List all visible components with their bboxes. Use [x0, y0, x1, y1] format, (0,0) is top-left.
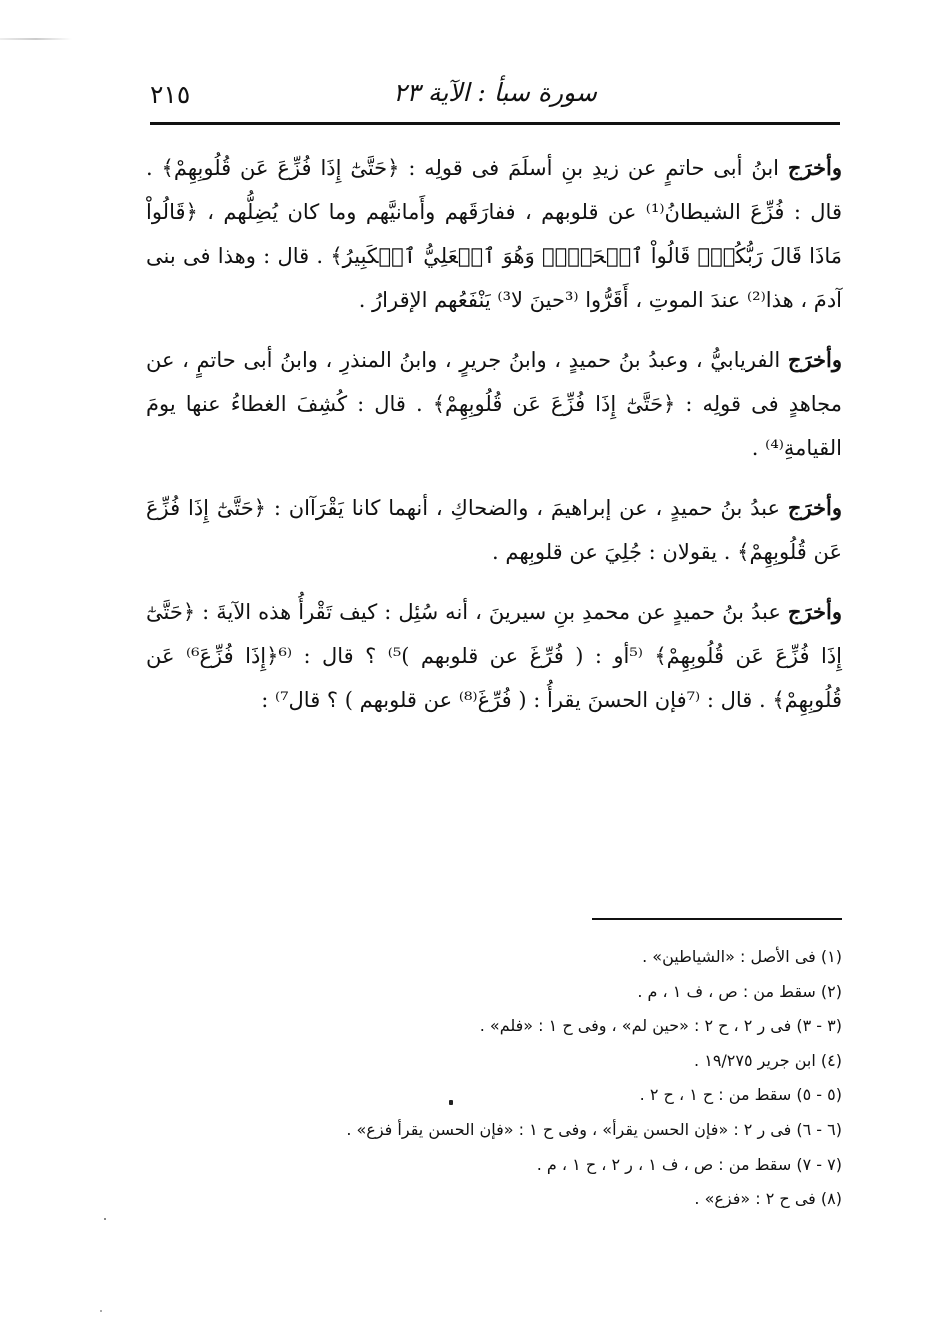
footnotes: [146, 940, 842, 1217]
footnote: (٣ - ٣) فى ر ٢ ، ح ٢ : «حين لم» ، وفى ح ١ : «فلم» .: [479, 1016, 842, 1036]
paragraph: [146, 590, 842, 722]
header-title: سورة سبأ : الآية ٢٣: [393, 78, 597, 107]
page-number: ٢١٥: [150, 80, 191, 109]
footnote: (١) فى الأصل : «الشياطين» .: [642, 947, 842, 966]
scan-artifact: [100, 1310, 102, 1312]
paragraph-text: ابنُ أبى حاتمٍ عن زيدِ بنِ أسلَمَ فى قولِه : ﴿حَتَّىٰٓ إِذَا فُزِّعَ عَن قُلُوبِهِمْ﴾ . قال : فُزِّعَ الشيطانُ⁽¹⁾ عن قلوبهم ، ففارَقَهم وأَمانيَّهم وما كان يُضِلُّهم ، ﴿قَالُواْ مَاذَا قَالَ رَبُّكُمْۖ قَالُواْ ٱلۡحَقَّۖ وَهُوَ ٱلۡعَلِيُّ ٱلۡكَبِيرُ﴾ . قال : وهذا فى بنى آدمَ ، هذا⁽²⁾ عندَ الموتِ ، أَقَرُّوا ⁽³حينَ لا³⁾ يَنْفَعُهم الإقرارُ .: [146, 156, 842, 312]
footnote: (٨) فى ح ٢ : «فزع» .: [694, 1189, 842, 1209]
paragraph-lead: وأخرَج: [787, 155, 842, 180]
footnote-separator: [592, 918, 842, 920]
paragraph: [146, 338, 842, 470]
footnote: (٦ - ٦) فى ر ٢ : «فإن الحسن يقرأ» ، وفى ح ١ : «فإن الحسن يقرأ فزع» .: [346, 1119, 842, 1139]
scan-artifact: [0, 38, 72, 40]
header-rule: [150, 122, 840, 125]
paragraph-lead: وأخرَج: [787, 347, 842, 372]
paragraph: [146, 486, 842, 574]
paragraph-text: عبدُ بنُ حميدٍ عن محمدِ بنِ سيرينَ ، أنه سُئِل : كيف تَقْرأُ هذه الآيةَ : ﴿حَتَّىٰٓ إِذَا فُزِّعَ عَن قُلُوبِهِمْ﴾ ⁽⁵أو : ( فُرِّغَ عن قلوبهم )⁵⁾ ؟ قال : ⁽⁶﴿إِذَا فُزِّعَ⁶⁾ عَن قُلُوبِهِمْ﴾ . قال : ⁽⁷فإن الحسنَ يقرأُ : ( فُرِّغَ⁽⁸⁾ عن قلوبهم ) ؟ قال⁷⁾ :: [146, 600, 843, 712]
footnote: (٤) ابن جرير ١٩/٢٧٥ .: [694, 1050, 842, 1070]
footnote: (٥ - ٥) سقط من : ح ١ ، ح ٢ .: [639, 1085, 842, 1105]
paragraph-lead: وأخرَج: [787, 495, 842, 520]
scan-artifact: [104, 1218, 106, 1220]
footnote: (٧ - ٧) سقط من : ص ، ف ١ ، ر ٢ ، ح ١ ، م .: [536, 1154, 842, 1174]
main-text: [146, 146, 842, 738]
running-header: [150, 78, 840, 118]
scan-artifact: [449, 1100, 453, 1105]
paragraph: [146, 146, 842, 322]
footnote: (٢) سقط من : ص ، ف ١ ، م .: [637, 981, 842, 1001]
paragraph-text: عبدُ بنُ حميدٍ ، عن إبراهيمَ ، والضحاكِ ، أنهما كانا يَقْرَآان : ﴿حَتَّىٰٓ إِذَا فُزِّعَ عَن قُلُوبِهِمْ﴾ . يقولان : جُلِيَ عن قلوبِهم .: [146, 496, 842, 564]
paragraph-lead: وأخرَج: [787, 599, 842, 624]
paragraph-text: الفريابيُّ ، وعبدُ بنُ حميدٍ ، وابنُ جريرٍ ، وابنُ المنذرِ ، وابنُ أبى حاتمٍ ، عن مجاهدٍ فى قولِه : ﴿حَتَّىٰٓ إِذَا فُزِّعَ عَن قُلُوبِهِمْ﴾ . قال : كُشِفَ الغطاءُ عنها يومَ القيامةِ⁽⁴⁾ .: [146, 348, 842, 460]
